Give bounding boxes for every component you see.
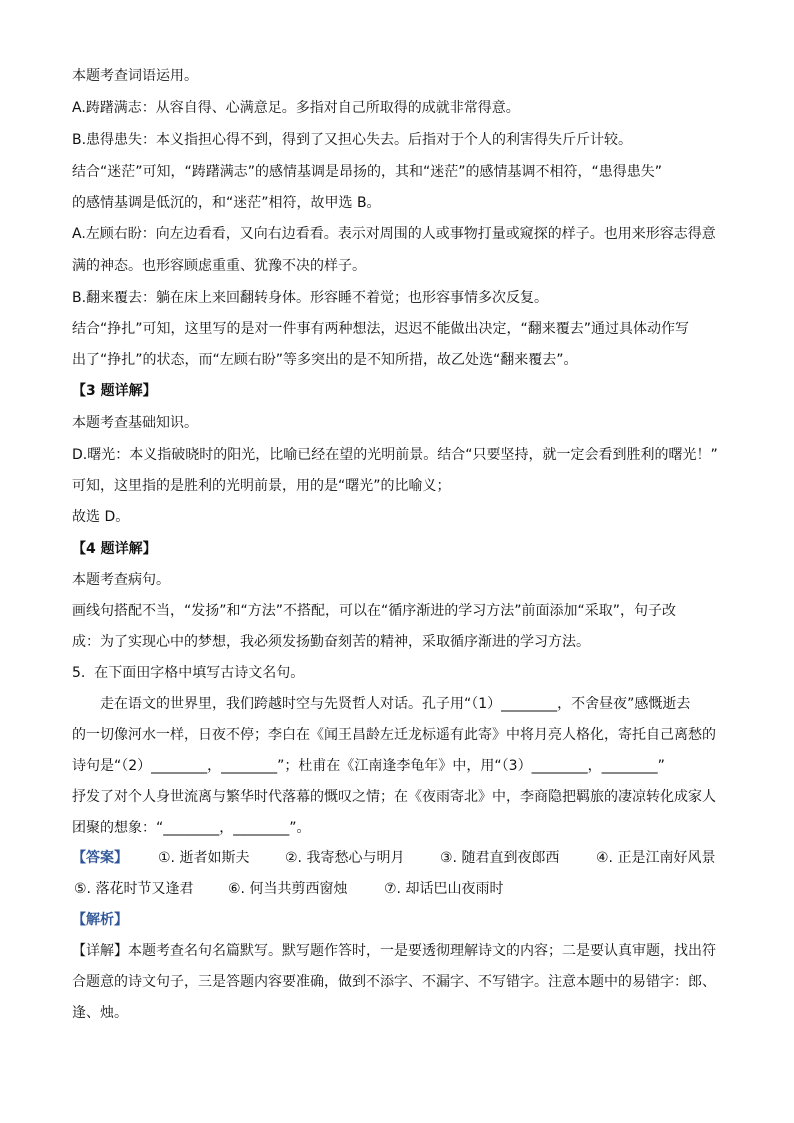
text-line: 诗句是“（2）________，________”；杜甫在《江南逢李龟年》中，用“（3）________，________” (72, 758, 665, 774)
text-line: 故选 D。 (72, 509, 130, 525)
text-line: 合题意的诗文句子，三是答题内容要准确，做到不添字、不漏字、不写错字。注意本题中的易错字：郎、 (72, 974, 716, 990)
text-line: 画线句搭配不当，“发扬”和“方法”不搭配，可以在“循序渐进的学习方法”前面添加“采取”，句子改 (72, 603, 677, 619)
question-title: 5. 在下面田字格中填写古诗文名句。 (72, 665, 305, 681)
text-line: A.左顾右盼：向左边看看，又向右边看看。表示对周围的人或事物打量或窥探的样子。也用来形容志得意 (72, 226, 716, 242)
text-line: 本题考查词语运用。 (72, 68, 198, 84)
section-heading: 【3 题详解】 (72, 383, 157, 399)
answer-item: ⑤. 落花时节又逢君 (74, 881, 194, 897)
text-line: 满的神态。也形容顾虑重重、犹豫不决的样子。 (72, 258, 366, 274)
text-line: 本题考查基础知识。 (72, 415, 198, 431)
text-line: A.踌躇满志：从容自得、心满意足。多指对自己所取得的成就非常得意。 (72, 100, 520, 116)
answer-label: 【答案】 (72, 850, 128, 866)
analysis-label: 【解析】 (72, 912, 128, 928)
text-line: B.翻来覆去：躺在床上来回翻转身体。形容睡不着觉；也形容事情多次反复。 (72, 290, 549, 306)
section-heading: 【4 题详解】 (72, 541, 157, 557)
text-line: 结合“挣扎”可知，这里写的是对一件事有两种想法，迟迟不能做出决定，“翻来覆去”通过具体动作写 (72, 321, 690, 337)
text-line: 出了“挣扎”的状态，而“左顾右盼”等多突出的是不知所措，故乙处选“翻来覆去”。 (72, 352, 578, 368)
text-line: 本题考查病句。 (72, 572, 170, 588)
text-line: D.曙光：本义指破晓时的阳光，比喻已经在望的光明前景。结合“只要坚持，就一定会看到胜利的曙光！” (72, 447, 718, 463)
text-line: 【详解】本题考查名句名篇默写。默写题作答时，一是要透彻理解诗文的内容；二是要认真审题，找出符 (72, 943, 716, 959)
text-line: 的一切像河水一样，日夜不停；李白在《闻王昌龄左迁龙标遥有此寄》中将月亮人格化，寄托自己离愁的 (72, 727, 716, 743)
text-line: 结合“迷茫”可知，“踌躇满志”的感情基调是昂扬的，其和“迷茫”的感情基调不相符，“患得患失” (72, 164, 663, 180)
text-line: 走在语文的世界里，我们跨越时空与先贤哲人对话。孔子用“（1）________，不舍昼夜”感慨逝去 (100, 696, 691, 712)
answer-item: ⑦. 却话巴山夜雨时 (384, 881, 504, 897)
answer-item: ①. 逝者如斯夫 (158, 850, 250, 866)
text-line: 逢、烛。 (72, 1005, 128, 1021)
text-line: 成：为了实现心中的梦想，我必须发扬勤奋刻苦的精神，采取循序渐进的学习方法。 (72, 634, 590, 650)
text-line: 的感情基调是低沉的，和“迷茫”相符，故甲选 B。 (72, 195, 381, 211)
text-line: 可知，这里指的是胜利的光明前景，用的是“曙光”的比喻义； (72, 478, 451, 494)
text-line: 团聚的想象：“________，________”。 (72, 820, 311, 836)
answer-item: ⑥. 何当共剪西窗烛 (228, 881, 348, 897)
answer-item: ②. 我寄愁心与明月 (285, 850, 405, 866)
text-line: B.患得患失：本义指担心得不到，得到了又担心失去。后指对于个人的利害得失斤斤计较。 (72, 132, 633, 148)
answer-item: ③. 随君直到夜郎西 (440, 850, 560, 866)
answer-item: ④. 正是江南好风景 (596, 850, 716, 866)
text-line: 抒发了对个人身世流离与繁华时代落幕的慨叹之情；在《夜雨寄北》中，李商隐把羁旅的凄凉转化成家人 (72, 789, 716, 805)
